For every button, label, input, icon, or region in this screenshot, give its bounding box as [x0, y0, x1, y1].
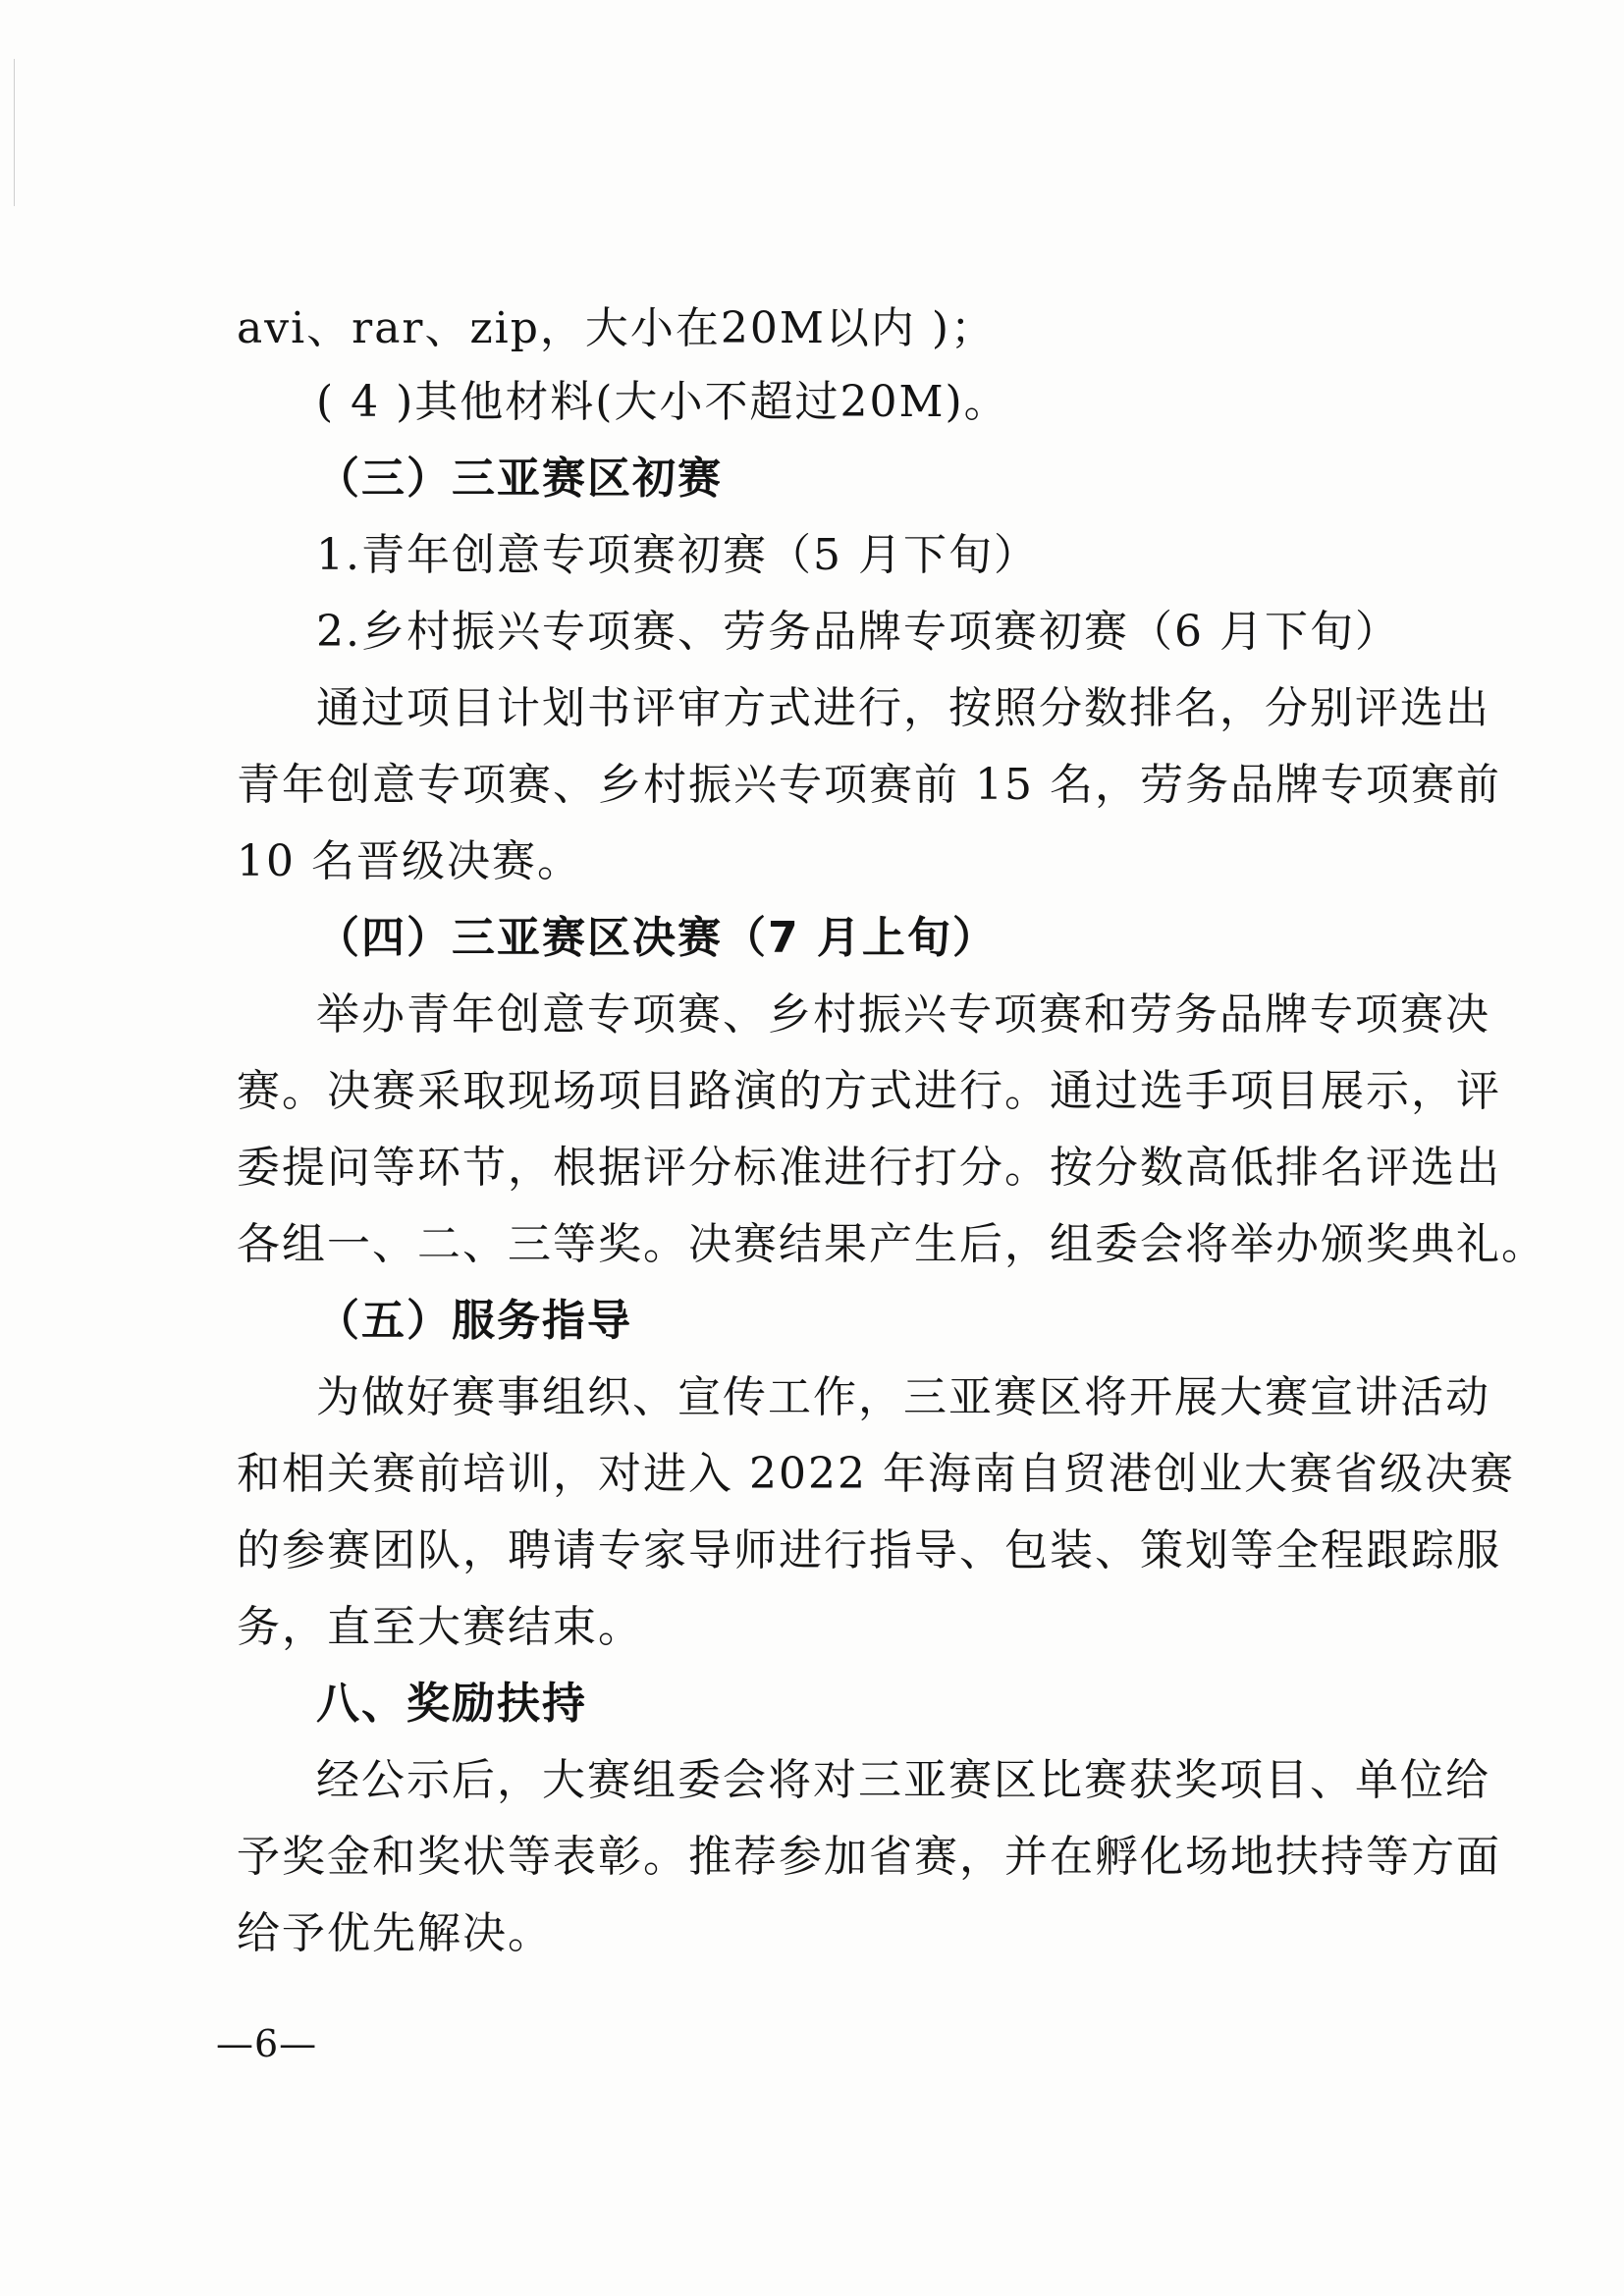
body-line: 给予优先解决。 — [237, 1908, 553, 1958]
section-heading: （三）三亚赛区初赛 — [316, 454, 723, 504]
scan-edge-mark — [14, 59, 15, 206]
body-line: avi、rar、zip，大小在20M以内 )； — [237, 303, 997, 353]
body-line: 青年创意专项赛、乡村振兴专项赛前 15 名，劳务品牌专项赛前 — [237, 760, 1501, 810]
body-line: 为做好赛事组织、宣传工作，三亚赛区将开展大赛宣讲活动 — [316, 1372, 1490, 1422]
body-line: 予奖金和奖状等表彰。推荐参加省赛，并在孵化场地扶持等方面 — [237, 1832, 1501, 1882]
body-line: 和相关赛前培训，对进入 2022 年海南自贸港创业大赛省级决赛 — [237, 1449, 1515, 1499]
body-line: 10 名晋级决赛。 — [237, 836, 582, 886]
page-number: —6— — [216, 2022, 318, 2065]
section-heading: （四）三亚赛区决赛（7 月上旬） — [316, 913, 998, 963]
body-line: 赛。决赛采取现场项目路演的方式进行。通过选手项目展示，评 — [237, 1066, 1501, 1116]
body-line: ( 4 )其他材料(大小不超过20M)。 — [316, 377, 1009, 427]
body-line: 通过项目计划书评审方式进行，按照分数排名，分别评选出 — [316, 683, 1490, 733]
body-line: 1.青年创意专项赛初赛（5 月下旬） — [316, 530, 1039, 580]
body-line: 委提问等环节，根据评分标准进行打分。按分数高低排名评选出 — [237, 1143, 1501, 1193]
section-heading: 八、奖励扶持 — [316, 1679, 587, 1729]
body-line: 2.乡村振兴专项赛、劳务品牌专项赛初赛（6 月下旬） — [316, 607, 1400, 657]
body-line: 的参赛团队，聘请专家导师进行指导、包装、策划等全程跟踪服 — [237, 1525, 1501, 1575]
section-heading: （五）服务指导 — [316, 1296, 632, 1346]
body-line: 经公示后，大赛组委会将对三亚赛区比赛获奖项目、单位给 — [316, 1755, 1490, 1805]
body-line: 举办青年创意专项赛、乡村振兴专项赛和劳务品牌专项赛决 — [316, 989, 1490, 1040]
body-line: 各组一、二、三等奖。决赛结果产生后，组委会将举办颁奖典礼。 — [237, 1219, 1546, 1269]
body-line: 务，直至大赛结束。 — [237, 1602, 643, 1652]
